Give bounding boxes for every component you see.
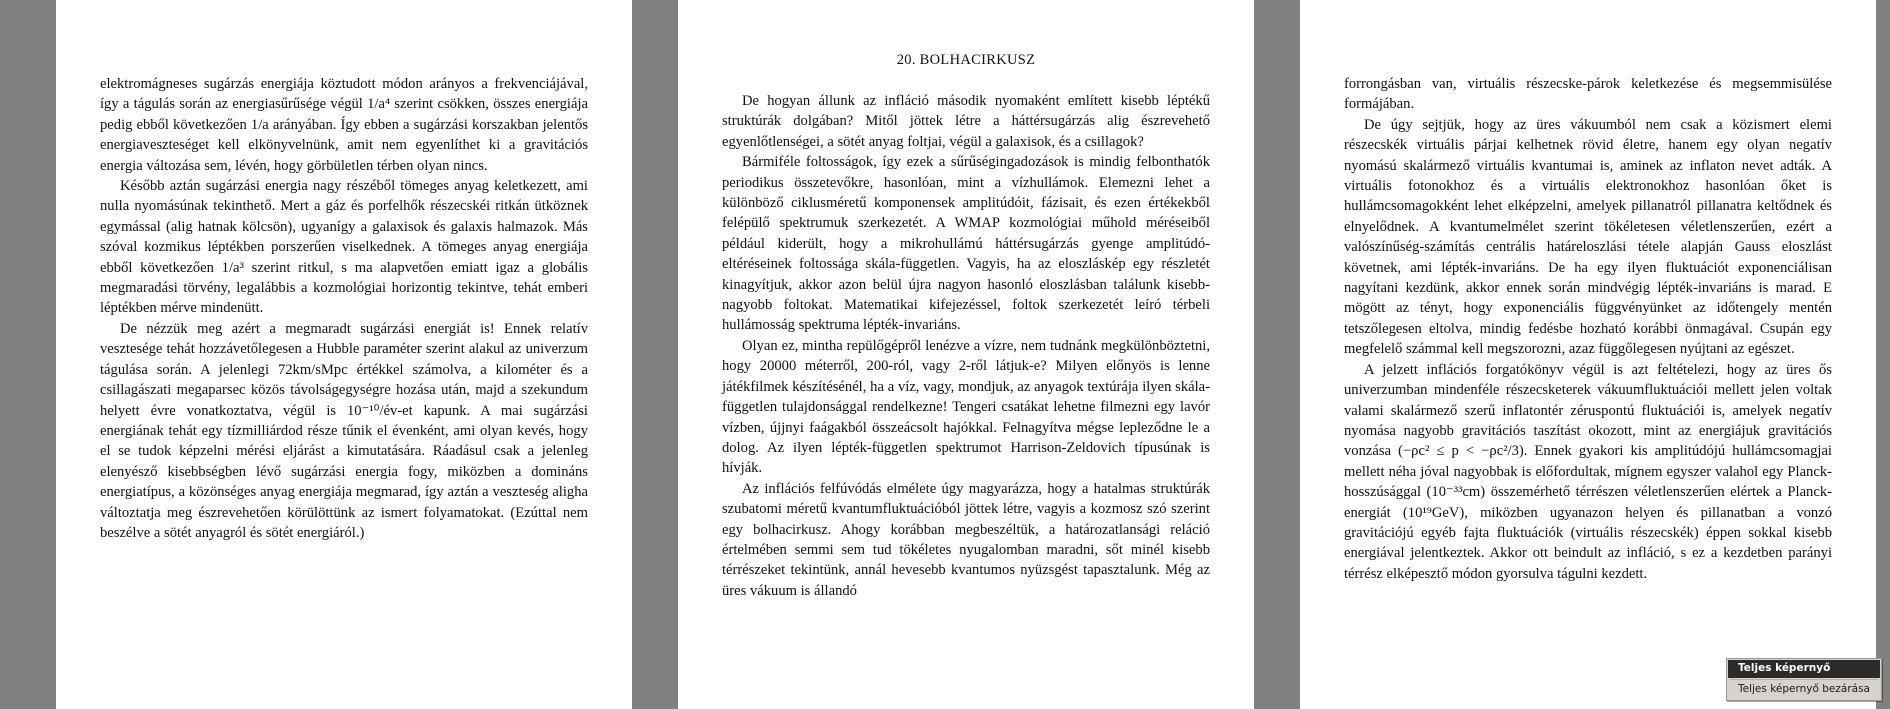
menu-item-exit-fullscreen[interactable] <box>1728 681 1880 699</box>
paragraph: De úgy sejtjük, hogy az üres vákuumból nem csak a közismert elemi részecskék virtuális párjai kelhetnek rövid életre, hanem egy olyan negatív nyomású skalármező virtuális kvantumai is, aminek az inflaton nevet adták. A virtuális fotonokhoz és a virtuális elektronokhoz hasonlóan őket is hullámcsomagokként lehet elképzelni, amelyek pillanatról pillanatra keltődnek és elnyelődnek. A kvantumelmélet szerint tökéletesen véletlenszerűen, ezért a valószínűség-számítás centrális határeloszlási tétele alapján Gauss eloszlást követnek, ami lépték-invariáns. De ha egy ilyen fluktuációt exponenciálisan nagyítani kezdünk, akkor ennek során mindvégig lépték-invariáns is marad. E mögött az tényt, hogy exponenciális függvényünket az időtengely mentén tetszőlegesen eltolva, mindig fedésbe hozható korábbi önmagával. Csupán egy megfelelő számmal kell megszorozni, azaz függőlegesen nyújtani az egészet. <box>1344 116 1832 358</box>
page-gutter-left <box>0 0 56 709</box>
paragraph: Bármiféle foltosságok, így ezek a sűrűségingadozások is mindig felbonthatók periodikus összetevőkre, hasonlóan, mint a vízhullámok. Elemezni lehet a különböző ciklusméretű komponensek amplitúdóit, fázisait, és ezen értékekből felépülő spektrumuk szerkezetét. A WMAP kozmológiai műhold méréseiből például kiderült, hogy a mikrohullámú háttérsugárzás gyenge amplitúdó-eltéréseinek foltossága skála-független. Vagyis, ha az eloszláskép egy részletét kinagyítjuk, akkor azon belül újra nagyon hasonló eloszlásban találunk kisebb-nagyobb foltokat. Matematikai kifejezéssel, foltok szerkezetét leíró térbeli hullámosság spektruma lépték-invariáns. <box>722 154 1210 334</box>
page-gutter-middle-2 <box>1254 0 1300 709</box>
paragraph: forrongásban van, virtuális részecske-párok keletkezése és megsemmisülése formájában. <box>1344 76 1832 113</box>
page-right-content <box>1344 52 1832 699</box>
page-middle-content <box>722 52 1210 699</box>
page-gutter-right <box>1876 0 1890 709</box>
menu-item-label: Teljes képernyő bezárása <box>1738 683 1870 695</box>
menu-item-fullscreen[interactable] <box>1728 660 1880 678</box>
page-left-content <box>100 52 588 699</box>
paragraph: Az inflációs felfúvódás elmélete úgy magyarázza, hogy a hatalmas struktúrák szubatomi méretű kvantumfluktuációból jöttek létre, vagyis a kozmosz szó szerint egy bolhacirkusz. Ahogy korábban megbeszéltük, a határozatlansági reláció értelmében semmi sem tud tökéletes nyugalomban maradni, sőt minél kisebb térrészeket tekintünk, annál hevesebb kvantumos nyüzsgést tapasztalunk. Még az üres vákuum is állandó <box>722 480 1210 599</box>
document-page-right[interactable] <box>1300 0 1876 709</box>
paragraph: De hogyan állunk az infláció második nyomaként említett kisebb léptékű struktúrák dolgában? Mitől jöttek létre a háttérsugárzás alig észrevehető egyenlőtlenségei, a sötét anyag foltjai, végül a galaxisok, és a csillagok? <box>722 93 1210 150</box>
paragraph: Később aztán sugárzási energia nagy részéből tömeges anyag keletkezett, ami nulla nyomásúnak tekinthető. Mert a gáz és porfelhők részecskéi ritkán ütköznek egymással (alig hatnak kölcsön), ugyanígy a galaxisok és galaxis halmazok. Más szóval kozmikus léptékben porszerűen viselkednek. A tömeges anyag energiája ebből következően 1/a³ szerint ritkul, s ma alapvetően emiatt igaz a globális megmaradási törvény, legalábbis a kozmológiai horizontig tekintve, tehát emberi léptékben mérve mindenütt. <box>100 178 588 317</box>
paragraph: A jelzett inflációs forgatókönyv végül is azt feltételezi, hogy az üres ős univerzumban mindenféle részecsketerek vákuumfluktuációi mellett jelen voltak valami skalármező szerű inflatontér zéruspontú fluktuációi is, amelyek negatív nyomása nagyobb gravitációs taszítást okozott, mint az energiájuk gravitációs vonzása (−ρc² ≤ p < −ρc²/3). Ennek gyakori kis amplitúdójú hullámcsomagjai mellett néha jóval nagyobbak is előfordultak, mígnem egyszer valahol egy Planck-hosszúsággal (10⁻³³cm) összemérhető térrészen véletlenszerűen elértek a Planck-energiát (10¹⁹GeV), miközben ugyanazon helyen és pillanatban a vonzó gravitációjú egyéb fajta fluktuációk (virtuális részecskék) éppen sokkal kisebb energiával jelentkeztek. Akkor ott beindult az infláció, s ez a kezdetben parányi térrész elképesztő módon gyorsulva tágulni kezdett. <box>1344 361 1832 582</box>
document-page-middle[interactable] <box>678 0 1254 709</box>
menu-separator <box>1730 679 1878 680</box>
page-gutter-middle-1 <box>632 0 678 709</box>
fullscreen-context-menu[interactable] <box>1726 658 1882 701</box>
chapter-heading: 20. BOLHACIRKUSZ <box>896 52 1036 68</box>
paragraph: elektromágneses sugárzás energiája köztudott módon arányos a frekvenciájával, így a tágulás során az energiasűrűsége végül 1/a⁴ szerint csökken, összes energiája pedig ebből következően 1/a arányában. Így ebben a sugárzási korszakban jelentős energiaveszteséget kell elkönyvelnünk, amit nem egyenlíthet ki a gravitációs energia változása sem, lévén, hogy görbületlen térben olyan nincs. <box>100 76 588 174</box>
paragraph: De nézzük meg azért a megmaradt sugárzási energiát is! Ennek relatív vesztesége tehát hozzávetőlegesen a Hubble paraméter szerint alakul az univerzum tágulása során. A jelenlegi 72km/sMpc értékkel számolva, a kilométer és a csillagászati megaparsec közös távolságegységre hozása után, majd a szekundum helyett évre vonatkoztatva, végül is 10⁻¹⁰/év-et kapunk. A mai sugárzási energiának tehát egy tízmilliárdod része tűnik el évenként, ami olyan kevés, hogy el se tudok képzelni mérési eljárást a kimutatására. Ráadásul csak a jelenleg elenyésző kisebbségben lévő sugárzási energia fogy, miközben a domináns energiatípus, a közönséges anyag energiája megmarad, így aztán a veszteség aligha változtatja meg észrevehetően körülöttünk az ismert folyamatokat. (Ezúttal nem beszélve a sötét anyagról és sötét energiáról.) <box>100 320 588 541</box>
paragraph: Olyan ez, mintha repülőgépről lenézve a vízre, nem tudnánk megkülönböztetni, hogy 20000 méterről, 200-ról, vagy 2-ről látjuk-e? Milyen előnyös is lenne játékfilmek készítésénél, ha a víz, vagy, mondjuk, az anyagok textúrája ilyen skála-független tulajdonsággal rendelkezne! Tengeri csatákat lehetne filmezni egy lavór vízben, újjnyi faágakból összeácsolt hajókkal. Felnagyítva mégse lepleződne le a dolog. Az ilyen lépték-független spektrumot Harrison-Zeldovich típusúnak is hívják. <box>722 337 1210 477</box>
menu-item-label: Teljes képernyő <box>1738 662 1831 674</box>
document-page-left[interactable] <box>56 0 632 709</box>
